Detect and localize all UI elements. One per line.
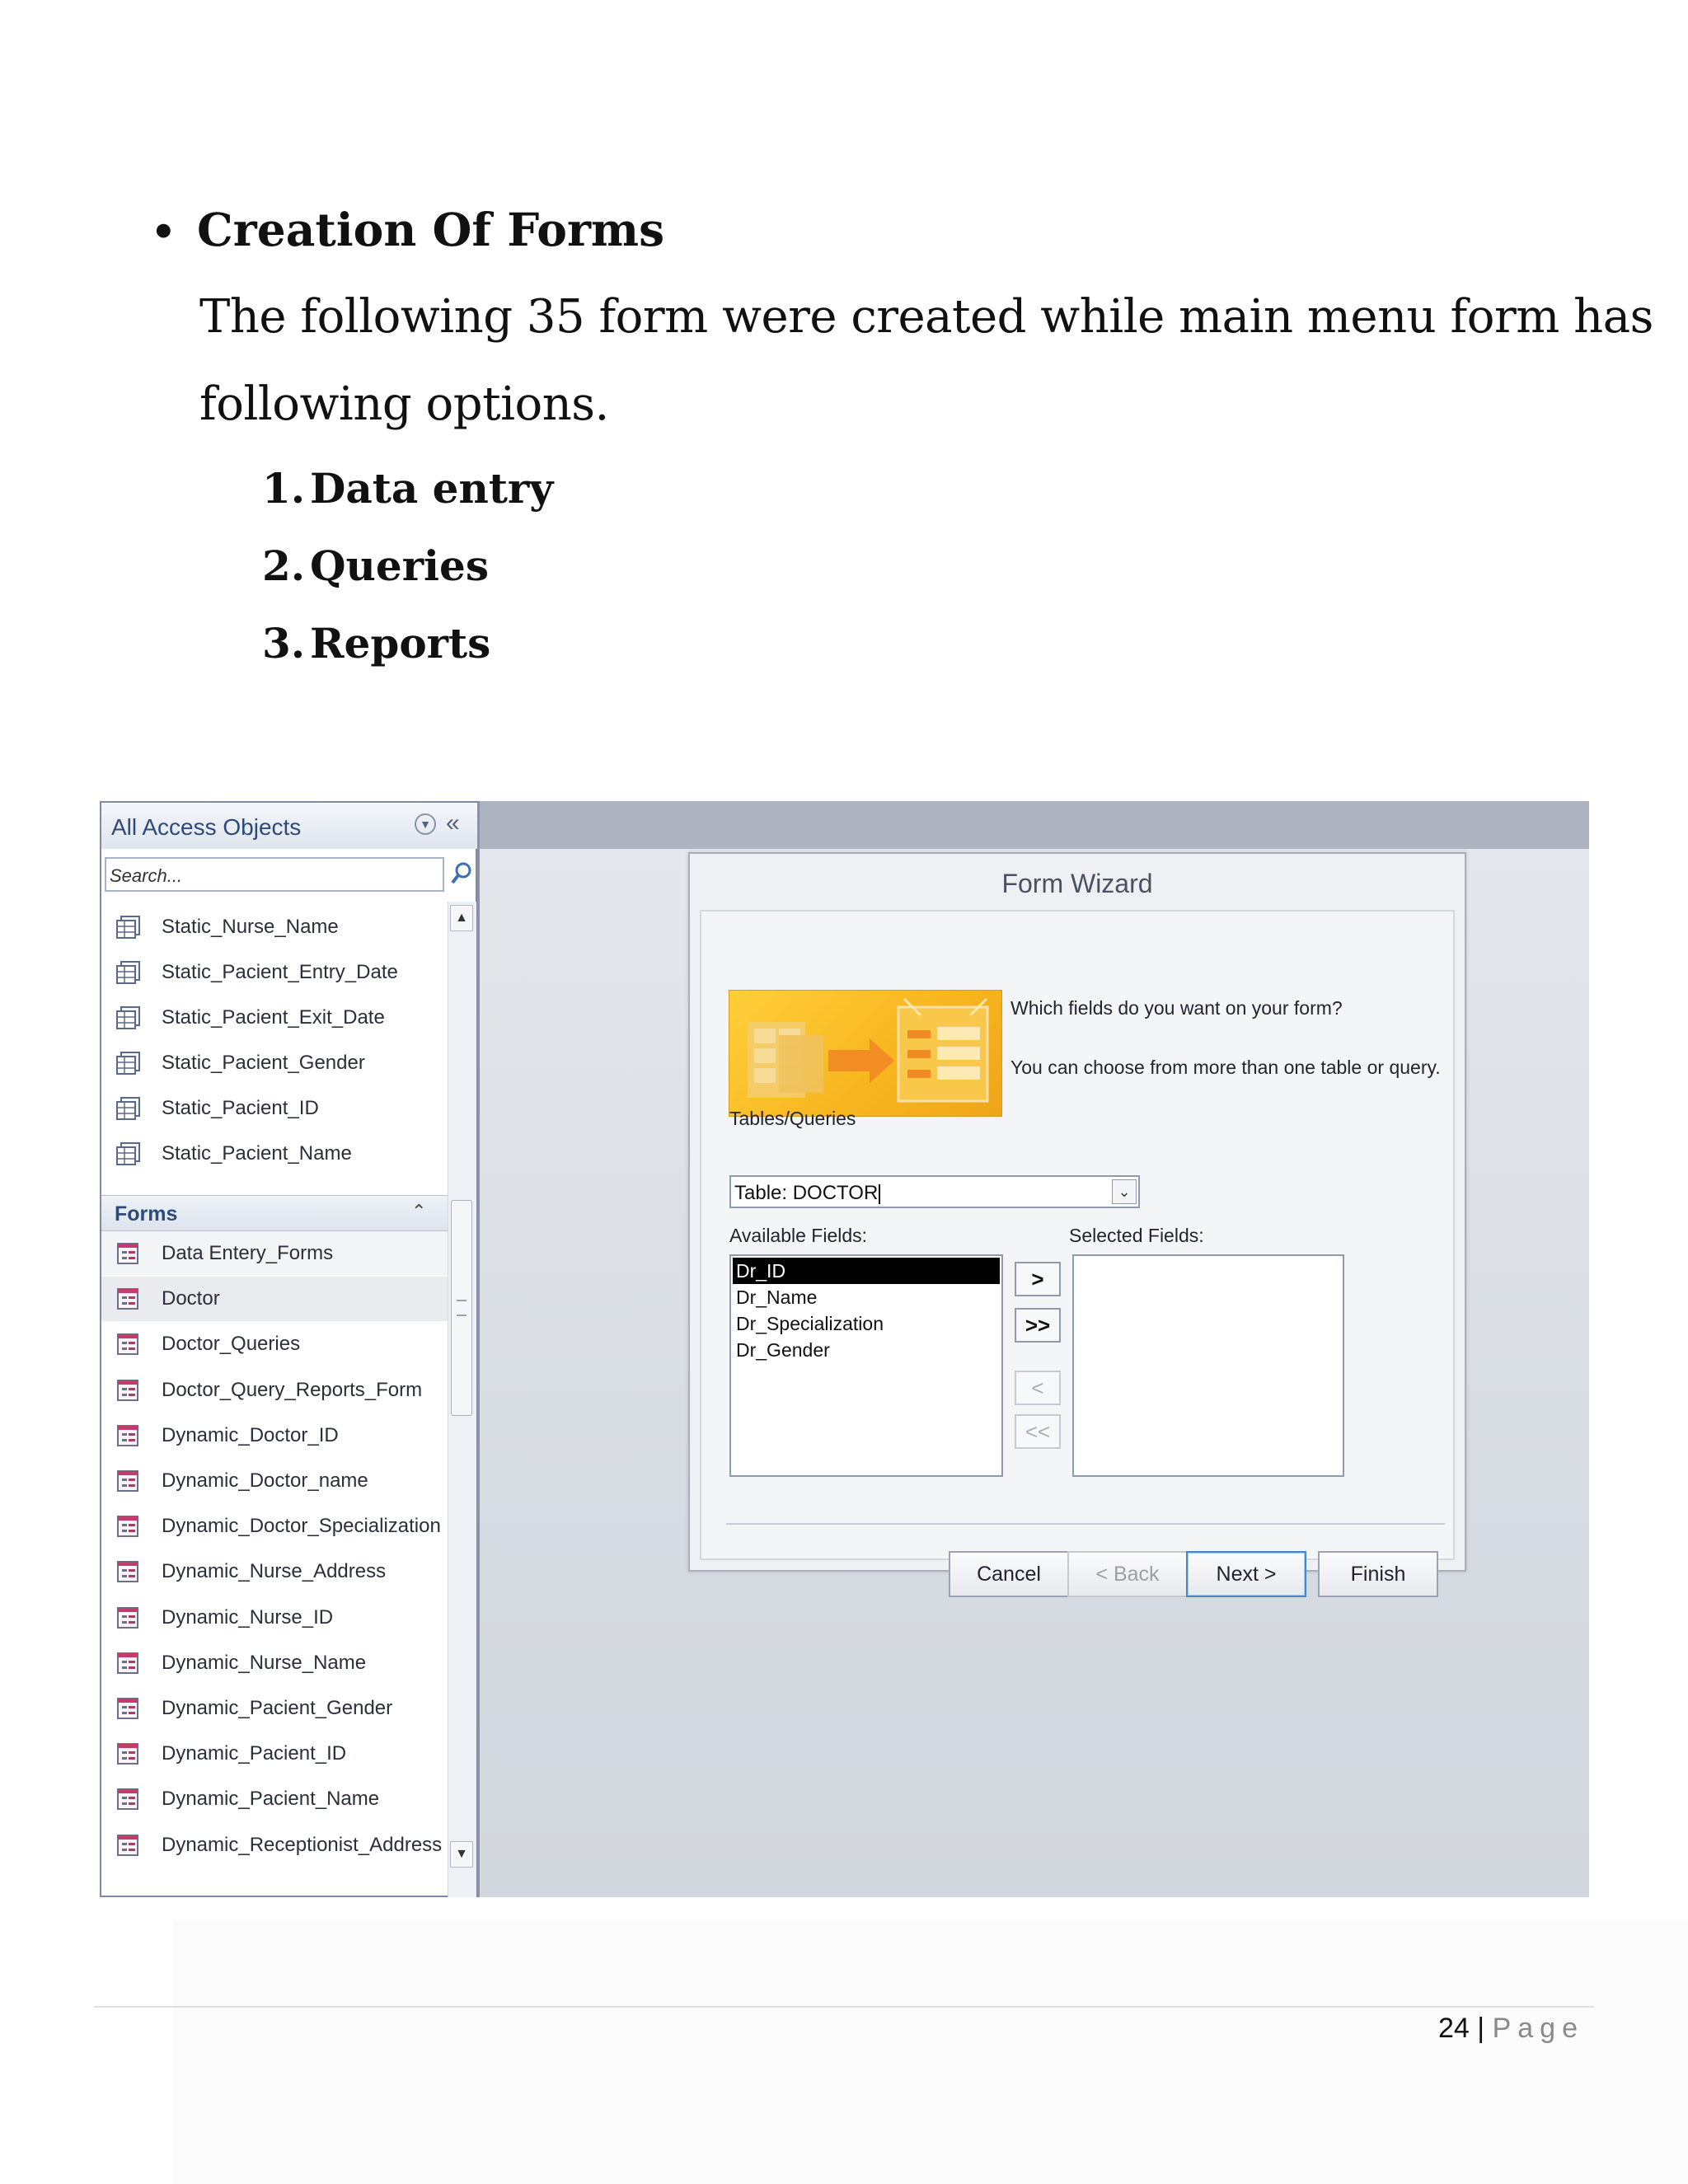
forms-group-header[interactable] (101, 1195, 448, 1231)
available-field-item[interactable]: Dr_Gender (736, 1339, 830, 1361)
selected-fields-list[interactable] (1072, 1254, 1344, 1477)
nav-item-label: Dynamic_Doctor_Specialization (162, 1515, 441, 1538)
add-field-button[interactable]: > (1015, 1262, 1061, 1296)
nav-item-label: Static_Pacient_ID (162, 1097, 319, 1119)
nav-item-label: Dynamic_Nurse_ID (162, 1605, 334, 1629)
remove-all-fields-button[interactable]: << (1015, 1414, 1061, 1449)
section-heading (151, 203, 664, 256)
finish-button[interactable]: Finish (1318, 1551, 1438, 1597)
tables-queries-value: Table: DOCTOR (734, 1182, 880, 1205)
chevron-up-icon[interactable]: ⌃ (411, 1201, 427, 1221)
grip-icon (457, 1300, 467, 1316)
next-button[interactable]: Next > (1186, 1551, 1306, 1597)
paragraph-line-1: The following 35 form were created while main menu form has (199, 290, 1653, 344)
page-footer (1438, 2013, 1584, 2045)
nav-item-label: Static_Pacient_Exit_Date (162, 1006, 385, 1029)
page-label: Page (1492, 2013, 1584, 2044)
nav-item-form[interactable] (101, 1368, 448, 1413)
form-icon (116, 1242, 141, 1265)
scroll-down-icon[interactable]: ▼ (450, 1841, 473, 1868)
pane-splitter[interactable] (477, 801, 480, 1897)
option-number: 3. (262, 619, 306, 668)
nav-item-form[interactable] (101, 1231, 448, 1276)
back-button[interactable]: < Back (1067, 1551, 1188, 1597)
nav-item-form[interactable] (101, 1459, 448, 1503)
form-icon (116, 1560, 141, 1583)
table-icon (116, 1006, 141, 1029)
nav-item-form[interactable] (101, 1277, 448, 1321)
table-icon (116, 1052, 141, 1075)
dialog-divider (726, 1523, 1445, 1525)
option-label: Queries (310, 541, 490, 590)
nav-item-table[interactable] (101, 950, 448, 995)
nav-item-label: Dynamic_Doctor_ID (162, 1423, 339, 1446)
nav-item-form[interactable] (101, 1777, 448, 1821)
table-icon (116, 916, 141, 939)
option-item-data-entry (262, 464, 553, 513)
option-number: 1. (262, 464, 306, 513)
nav-item-table[interactable] (101, 1086, 448, 1131)
remove-field-button[interactable]: < (1015, 1371, 1061, 1405)
search-input[interactable]: Search... (105, 857, 444, 892)
table-icon (116, 1097, 141, 1120)
navigation-pane (100, 801, 477, 1897)
selected-fields-label: Selected Fields: (1069, 1225, 1204, 1246)
form-icon (116, 1469, 141, 1493)
section-heading-text: Creation Of Forms (197, 203, 665, 256)
nav-item-label: Static_Nurse_Name (162, 916, 339, 938)
form-icon (116, 1834, 141, 1857)
nav-item-table[interactable] (101, 996, 448, 1040)
form-icon (116, 1333, 141, 1356)
form-icon (116, 1424, 141, 1447)
search-icon[interactable] (448, 857, 476, 892)
option-number: 2. (262, 541, 306, 590)
nav-item-form[interactable] (101, 1686, 448, 1731)
paragraph-line-2: following options. (199, 377, 609, 431)
tables-queries-select[interactable] (729, 1175, 1140, 1208)
table-icon (116, 1142, 141, 1165)
nav-item-label: Static_Pacient_Gender (162, 1052, 365, 1074)
nav-item-table[interactable] (101, 1132, 448, 1176)
nav-item-label: Dynamic_Nurse_Name (162, 1651, 367, 1674)
available-fields-list[interactable] (729, 1254, 1003, 1477)
form-wizard-dialog (688, 852, 1466, 1586)
nav-scrollbar[interactable] (448, 902, 476, 1897)
cancel-button[interactable]: Cancel (949, 1551, 1069, 1597)
nav-item-label: Static_Pacient_Entry_Date (162, 961, 398, 983)
access-screenshot (100, 801, 1589, 1897)
nav-item-form[interactable] (101, 1641, 448, 1685)
option-label: Data entry (310, 464, 554, 513)
tables-queries-label: Tables/Queries (729, 1108, 856, 1129)
nav-item-table[interactable] (101, 905, 448, 949)
footer-separator: | (1477, 2013, 1485, 2044)
tab-strip (480, 801, 1589, 849)
nav-item-label: Dynamic_Pacient_Name (162, 1788, 380, 1811)
form-icon (116, 1652, 141, 1675)
nav-item-label: Doctor_Queries (162, 1333, 301, 1356)
nav-item-label: Dynamic_Nurse_Address (162, 1560, 387, 1583)
option-item-reports (262, 619, 490, 668)
add-all-fields-button[interactable]: >> (1015, 1308, 1061, 1343)
nav-item-form[interactable] (101, 1413, 448, 1458)
chevron-down-icon[interactable]: ⌄ (1112, 1179, 1137, 1204)
scroll-thumb[interactable] (451, 1200, 472, 1416)
nav-item-form[interactable] (101, 1549, 448, 1594)
available-field-item[interactable]: Dr_Specialization (736, 1313, 884, 1334)
nav-item-label: Data Entery_Forms (162, 1242, 334, 1264)
wizard-banner-illustration (729, 990, 1002, 1117)
option-item-queries (262, 541, 489, 590)
dialog-body (700, 910, 1455, 1586)
bullet: • (151, 209, 176, 255)
nav-item-label: Doctor_Query_Reports_Form (162, 1378, 423, 1401)
scroll-up-icon[interactable]: ▲ (450, 905, 473, 931)
nav-item-form[interactable] (101, 1504, 448, 1549)
page-number: 24 (1438, 2013, 1470, 2044)
collapse-pane-icon[interactable]: « (446, 809, 460, 837)
nav-dropdown-icon[interactable]: ▼ (415, 813, 436, 835)
wizard-prompt-hint: You can choose from more than one table or query. (1010, 1057, 1441, 1078)
dialog-title: Form Wizard (1001, 869, 1153, 898)
nav-item-label: Dynamic_Receptionist_Address (162, 1833, 443, 1856)
wizard-prompt-question: Which fields do you want on your form? (1010, 997, 1343, 1019)
forms-group-label: Forms (115, 1202, 178, 1226)
form-icon (116, 1697, 141, 1720)
nav-item-form[interactable] (101, 1322, 448, 1366)
nav-pane-header[interactable] (101, 803, 477, 849)
nav-item-label: Dynamic_Pacient_ID (162, 1742, 347, 1765)
form-icon (116, 1788, 141, 1811)
nav-item-form[interactable] (101, 1823, 448, 1868)
available-field-item[interactable]: Dr_ID (733, 1258, 1000, 1284)
nav-item-label: Doctor (162, 1287, 220, 1310)
table-icon (116, 961, 141, 984)
form-icon (116, 1515, 141, 1538)
nav-item-label: Dynamic_Pacient_Gender (162, 1697, 393, 1719)
nav-item-label: Dynamic_Doctor_name (162, 1469, 368, 1492)
nav-pane-title: All Access Objects (111, 814, 302, 840)
available-fields-label: Available Fields: (729, 1225, 868, 1246)
form-icon (116, 1742, 141, 1765)
form-icon (116, 1606, 141, 1629)
available-field-item[interactable]: Dr_Name (736, 1286, 818, 1308)
nav-item-form[interactable] (101, 1732, 448, 1776)
nav-item-label: Static_Pacient_Name (162, 1142, 352, 1165)
footer-rule (94, 2006, 1594, 2008)
nav-item-form[interactable] (101, 1596, 448, 1640)
option-label: Reports (310, 619, 491, 668)
text-caret (879, 1184, 880, 1204)
form-icon (116, 1287, 141, 1310)
form-icon (116, 1379, 141, 1402)
nav-item-table[interactable] (101, 1041, 448, 1085)
page-background-tint (173, 1920, 1688, 2184)
